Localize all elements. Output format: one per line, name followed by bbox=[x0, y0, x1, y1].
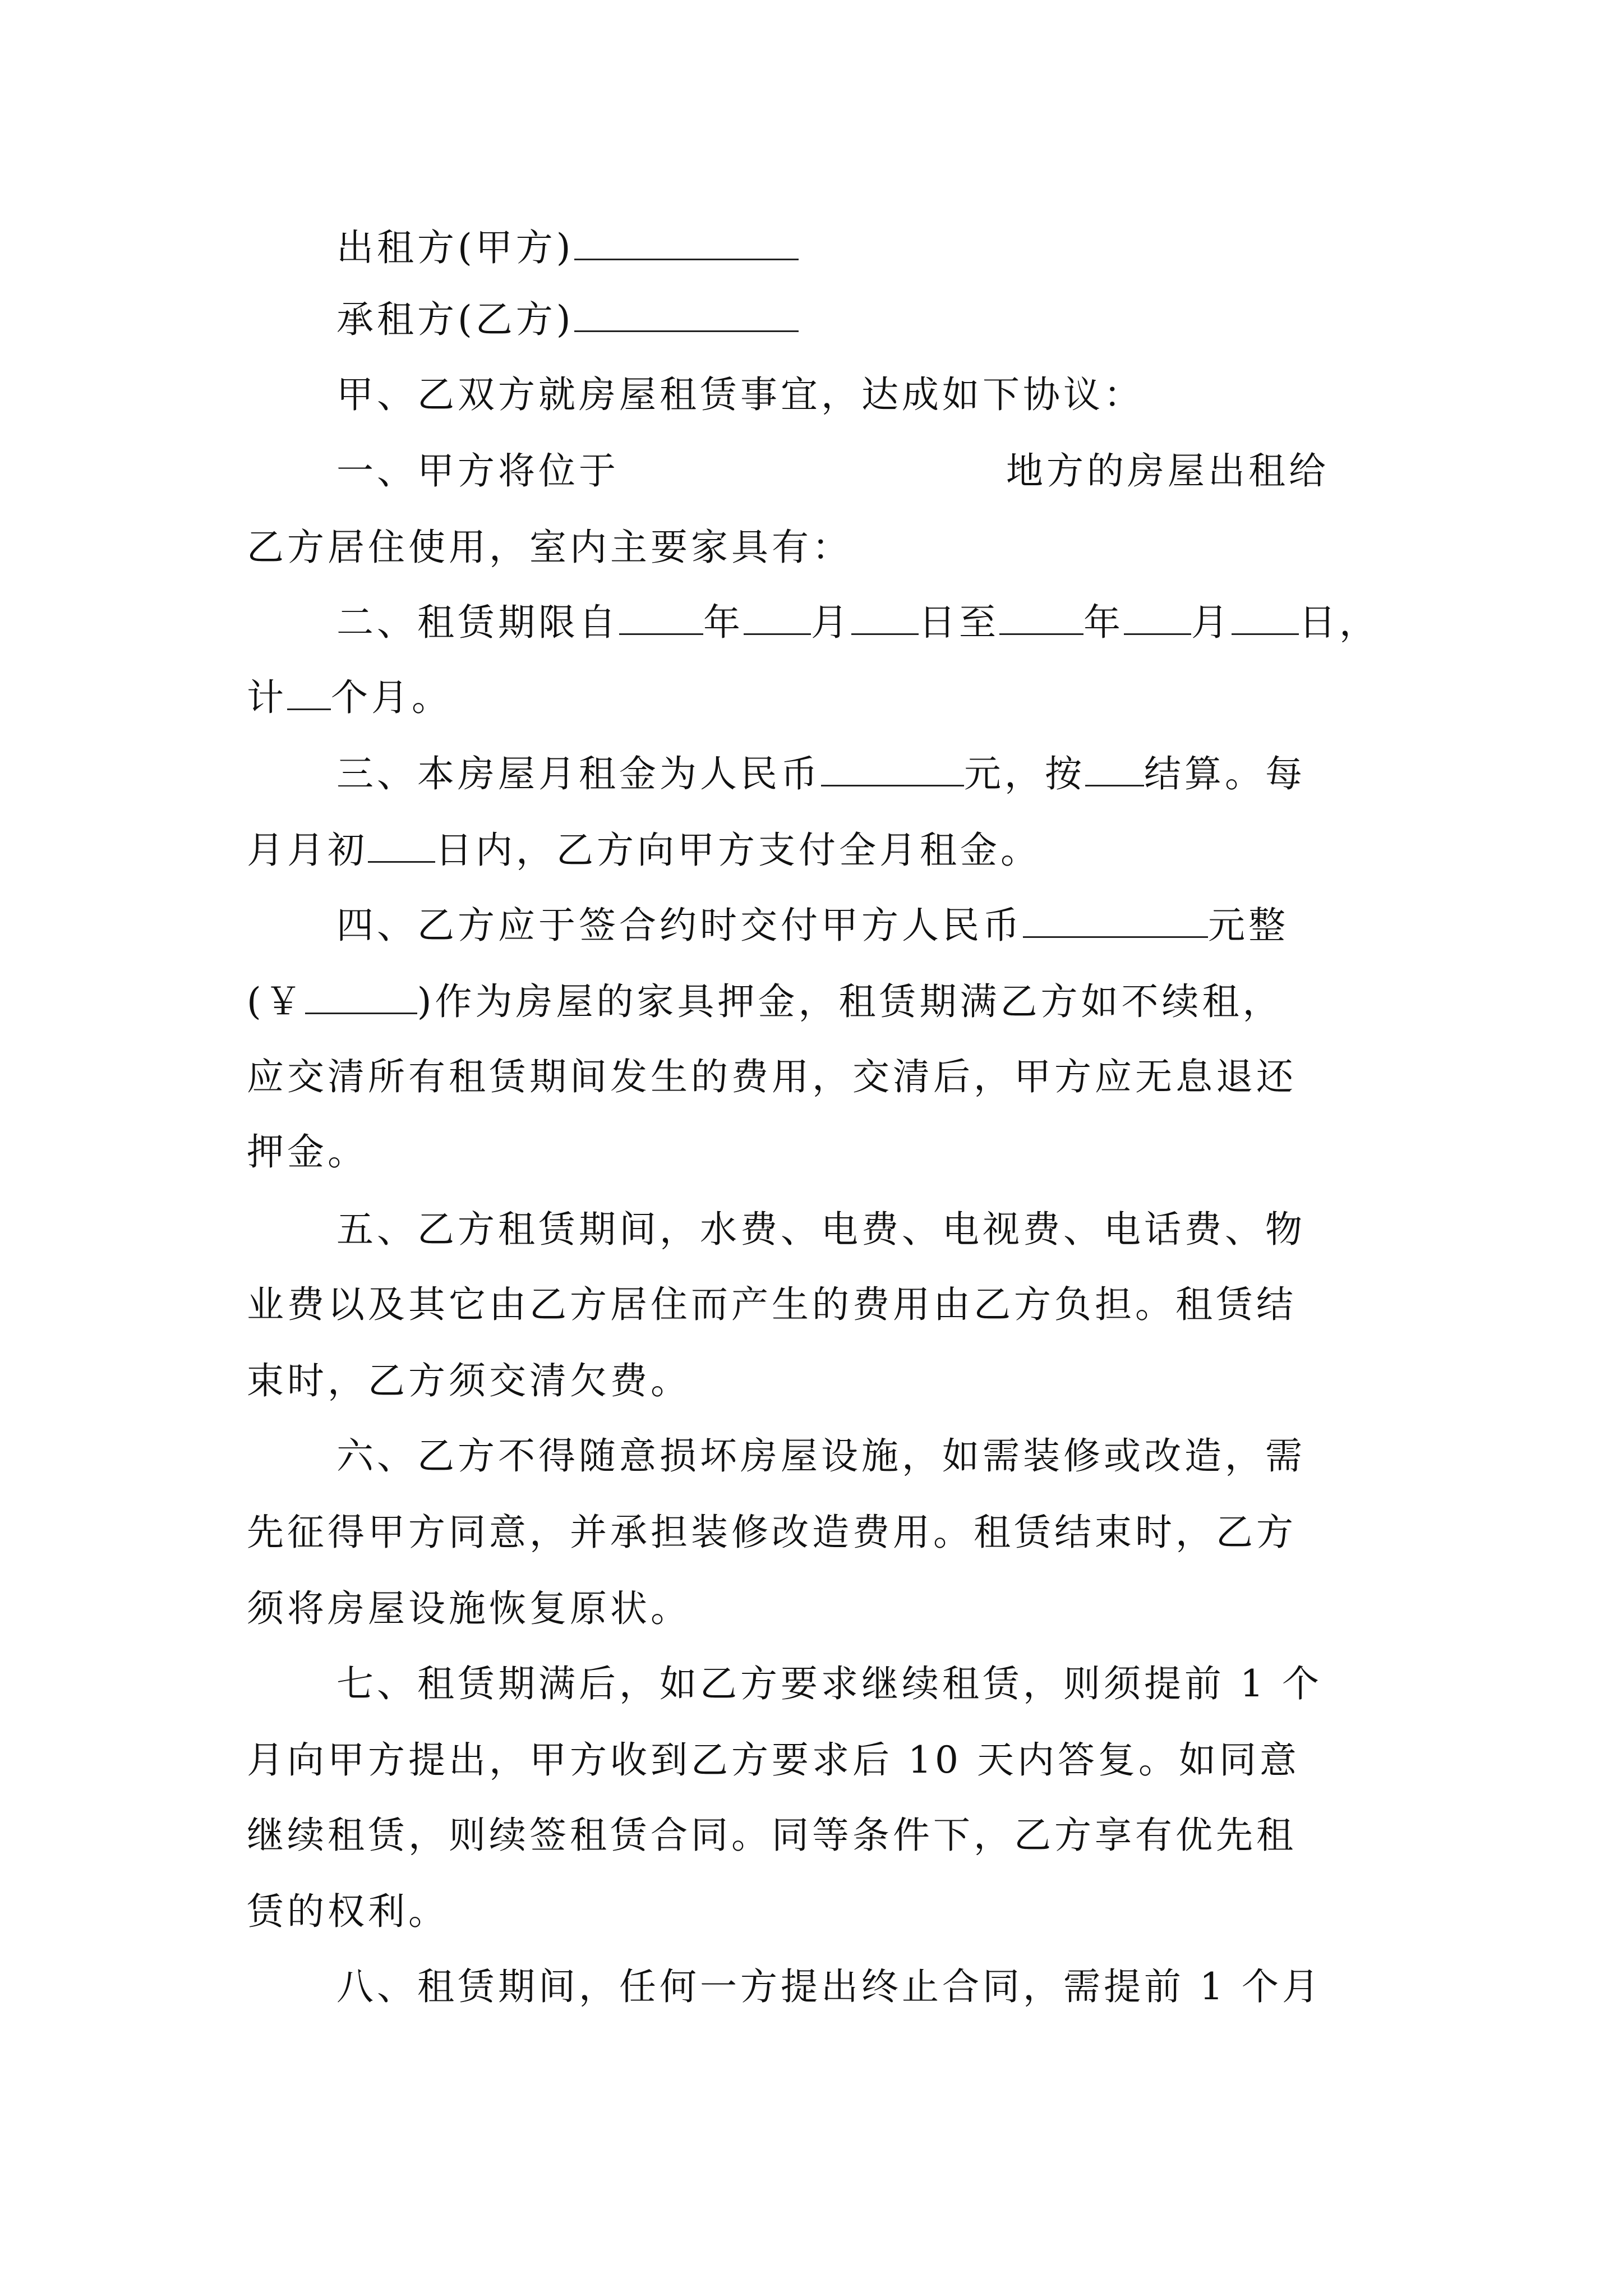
clause-2-day-to: 日至 bbox=[919, 601, 999, 644]
clause-7-line-1 bbox=[336, 1662, 1322, 1706]
intro-line bbox=[336, 372, 1144, 417]
clause-5-line-3 bbox=[247, 1359, 691, 1404]
clause-7-text-b: 月向甲方提出，甲方收到乙方要求后 10 天内答复。如同意 bbox=[247, 1738, 1300, 1782]
clause-5-text-b: 业费以及其它由乙方居住而产生的费用由乙方负担。租赁结 bbox=[247, 1283, 1297, 1326]
clause-2-day-end: 日， bbox=[1299, 601, 1380, 644]
clause-2-month-2: 月 bbox=[1191, 601, 1232, 644]
intro-text: 甲、乙双方就房屋租赁事宜，达成如下协议： bbox=[336, 373, 1144, 416]
clause-1-text-c: 乙方居住使用，室内主要家具有： bbox=[247, 526, 852, 569]
clause-3-text-b: 元，按 bbox=[964, 752, 1085, 795]
clause-6-line-3 bbox=[247, 1586, 691, 1631]
clause-7-text-a: 七、租赁期满后，如乙方要求继续租赁，则须提前 1 个 bbox=[336, 1662, 1322, 1705]
clause-3-text-a: 三、本房屋月租金为人民币 bbox=[336, 752, 821, 795]
clause-4-text-b: 元整 bbox=[1208, 904, 1289, 947]
start-month-blank bbox=[744, 601, 811, 635]
deposit-amount-blank bbox=[1023, 904, 1208, 938]
clause-4-line-1 bbox=[336, 903, 1289, 948]
clause-4-text-c: (￥ bbox=[247, 980, 305, 1023]
clause-1-line-1 bbox=[336, 449, 1329, 494]
clause-3-text-d: 月月初 bbox=[247, 829, 368, 872]
clause-7-line-2 bbox=[247, 1738, 1300, 1783]
start-day-blank bbox=[851, 601, 919, 635]
clause-1-line-2 bbox=[247, 525, 852, 570]
clause-6-line-1 bbox=[336, 1434, 1306, 1479]
clause-7-line-3 bbox=[247, 1813, 1297, 1858]
clause-2-year-2: 年 bbox=[1083, 601, 1124, 644]
clause-3-text-e: 日内，乙方向甲方支付全月租金。 bbox=[435, 829, 1041, 872]
clause-3-line-2 bbox=[247, 828, 1041, 873]
clause-2-year-1: 年 bbox=[703, 601, 744, 644]
clause-4-text-f: 押金。 bbox=[247, 1130, 368, 1174]
clause-1-text-b: 地方的房屋出租给 bbox=[1006, 449, 1329, 493]
party-b-line bbox=[336, 297, 799, 342]
clause-8-line-1 bbox=[336, 1964, 1322, 2009]
months-count-blank bbox=[287, 676, 331, 710]
end-day-blank bbox=[1232, 601, 1299, 635]
clause-3-text-c: 结算。每 bbox=[1144, 752, 1306, 795]
start-year-blank bbox=[619, 601, 703, 635]
clause-4-line-2 bbox=[247, 979, 1283, 1024]
party-b-label: 承租方(乙方) bbox=[336, 298, 574, 341]
clause-4-text-d: )作为房屋的家具押金，租赁期满乙方如不续租， bbox=[417, 980, 1283, 1023]
clause-5-line-1 bbox=[336, 1207, 1306, 1252]
clause-4-text-a: 四、乙方应于签合约时交付甲方人民币 bbox=[336, 904, 1023, 947]
clause-5-text-a: 五、乙方租赁期间，水费、电费、电视费、电话费、物 bbox=[336, 1208, 1306, 1251]
clause-2-total: 计 bbox=[247, 676, 287, 719]
clause-7-text-c: 继续租赁，则续签租赁合同。同等条件下，乙方享有优先租 bbox=[247, 1814, 1297, 1857]
clause-4-line-4 bbox=[247, 1130, 368, 1175]
clause-6-line-2 bbox=[247, 1510, 1297, 1555]
clause-4-text-e: 应交清所有租赁期间发生的费用，交清后，甲方应无息退还 bbox=[247, 1055, 1297, 1098]
end-month-blank bbox=[1124, 601, 1191, 635]
party-a-label: 出租方(甲方) bbox=[336, 226, 574, 269]
clause-7-line-4 bbox=[247, 1889, 449, 1934]
party-a-blank bbox=[574, 226, 799, 260]
pay-day-blank bbox=[368, 829, 435, 863]
end-year-blank bbox=[999, 601, 1083, 635]
clause-2-months: 个月。 bbox=[331, 676, 452, 719]
clause-3-line-1 bbox=[336, 752, 1306, 797]
deposit-figure-blank bbox=[305, 980, 417, 1014]
clause-6-text-a: 六、乙方不得随意损坏房屋设施，如需装修或改造，需 bbox=[336, 1434, 1306, 1478]
clause-5-line-2 bbox=[247, 1282, 1297, 1327]
clause-5-text-c: 束时，乙方须交清欠费。 bbox=[247, 1359, 691, 1402]
party-b-blank bbox=[574, 298, 799, 332]
clause-2-line-2 bbox=[247, 675, 452, 720]
clause-1-text-a: 一、甲方将位于 bbox=[336, 449, 619, 493]
party-a-line bbox=[336, 226, 799, 270]
clause-2-month-1: 月 bbox=[811, 601, 851, 644]
clause-2-line-1 bbox=[336, 600, 1380, 645]
clause-4-line-3 bbox=[247, 1055, 1297, 1099]
clause-6-text-b: 先征得甲方同意，并承担装修改造费用。租赁结束时，乙方 bbox=[247, 1511, 1297, 1554]
clause-6-text-c: 须将房屋设施恢复原状。 bbox=[247, 1587, 691, 1630]
clause-7-text-d: 赁的权利。 bbox=[247, 1890, 449, 1933]
clause-2-text-a: 二、租赁期限自 bbox=[336, 601, 619, 644]
settle-period-blank bbox=[1085, 752, 1144, 786]
clause-8-text-a: 八、租赁期间，任何一方提出终止合同，需提前 1 个月 bbox=[336, 1965, 1322, 2008]
rent-amount-blank bbox=[821, 752, 964, 786]
clause-1-gap bbox=[619, 451, 1006, 484]
